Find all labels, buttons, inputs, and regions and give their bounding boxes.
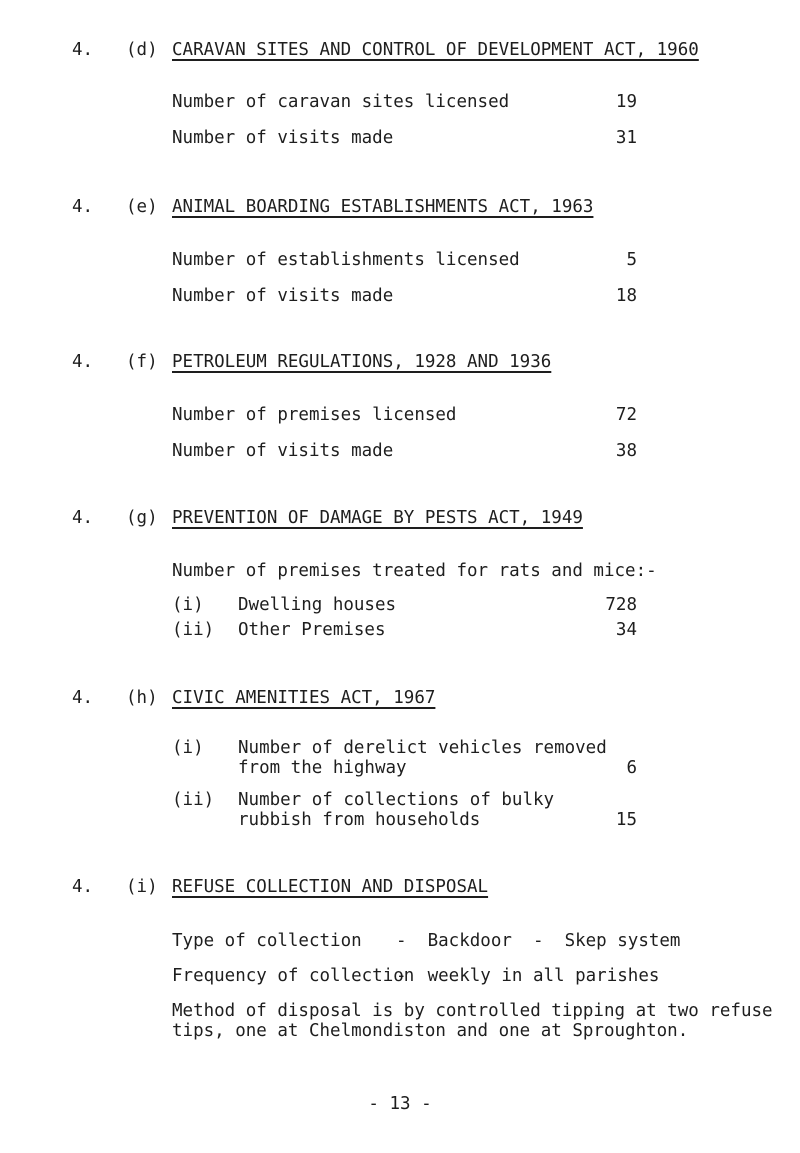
disposal-method-line1: Method of disposal is by controlled tipping at two refuse	[172, 1001, 773, 1021]
section-number: 4.	[72, 352, 94, 372]
section-letter: (d)	[126, 40, 158, 60]
row-roman: (i)	[172, 738, 204, 758]
section-heading: CIVIC AMENITIES ACT, 1967	[172, 688, 436, 708]
disposal-method-line2: tips, one at Chelmondiston and one at Sproughton.	[172, 1021, 689, 1041]
section-number: 4.	[72, 197, 94, 217]
row-label-line1: Number of derelict vehicles removed	[238, 738, 607, 758]
row-roman: (i)	[172, 595, 204, 615]
section-heading: REFUSE COLLECTION AND DISPOSAL	[172, 877, 489, 897]
row-value: 31	[615, 128, 637, 148]
row-value: 15	[615, 810, 637, 830]
row-value: 5	[626, 250, 637, 270]
row-roman: (ii)	[172, 790, 215, 810]
row-label: Other Premises	[238, 620, 386, 640]
section-heading: CARAVAN SITES AND CONTROL OF DEVELOPMENT ACT, 1960	[172, 40, 699, 60]
section-intro: Number of premises treated for rats and mice:-	[172, 561, 657, 581]
row-value: 728	[605, 595, 637, 615]
row-label: Number of premises licensed	[172, 405, 457, 425]
section-letter: (h)	[126, 688, 158, 708]
row-value: 6	[626, 758, 637, 778]
section-heading: PETROLEUM REGULATIONS, 1928 AND 1936	[172, 352, 552, 372]
row-roman: (ii)	[172, 620, 215, 640]
section-letter: (e)	[126, 197, 158, 217]
collection-frequency-value: - weekly in all parishes	[396, 966, 660, 986]
collection-type-value: - Backdoor - Skep system	[396, 931, 681, 951]
row-label: Number of visits made	[172, 286, 394, 306]
row-value: 18	[615, 286, 637, 306]
section-number: 4.	[72, 40, 94, 60]
row-label: Number of caravan sites licensed	[172, 92, 510, 112]
row-label-line1: Number of collections of bulky	[238, 790, 555, 810]
section-letter: (i)	[126, 877, 158, 897]
row-label: Number of establishments licensed	[172, 250, 520, 270]
section-number: 4.	[72, 688, 94, 708]
collection-frequency-label: Frequency of collection	[172, 966, 415, 986]
section-heading: PREVENTION OF DAMAGE BY PESTS ACT, 1949	[172, 508, 583, 528]
row-value: 72	[615, 405, 637, 425]
row-label-line2: rubbish from households	[238, 810, 481, 830]
collection-type-label: Type of collection	[172, 931, 362, 951]
page-number: - 13 -	[368, 1094, 432, 1114]
row-label: Number of visits made	[172, 128, 394, 148]
row-label: Dwelling houses	[238, 595, 397, 615]
row-label-line2: from the highway	[238, 758, 407, 778]
row-value: 19	[615, 92, 637, 112]
row-value: 34	[615, 620, 637, 640]
section-heading: ANIMAL BOARDING ESTABLISHMENTS ACT, 1963	[172, 197, 594, 217]
section-letter: (f)	[126, 352, 158, 372]
row-value: 38	[615, 441, 637, 461]
row-label: Number of visits made	[172, 441, 394, 461]
section-number: 4.	[72, 508, 94, 528]
section-number: 4.	[72, 877, 94, 897]
section-letter: (g)	[126, 508, 158, 528]
